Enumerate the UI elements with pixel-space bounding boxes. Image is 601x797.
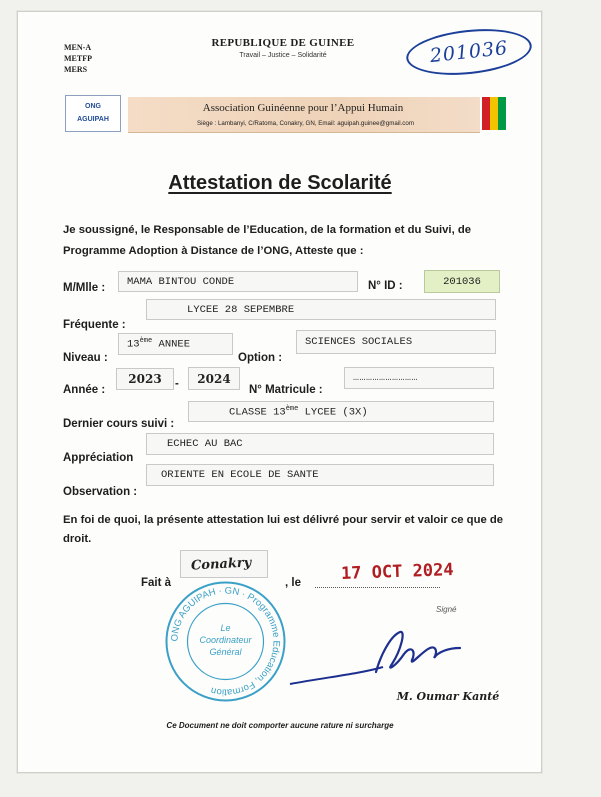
appreciation-field bbox=[146, 433, 494, 455]
association-name: Association Guinéenne pour l’Appui Humain bbox=[202, 102, 404, 114]
seal-center-line3: Général bbox=[209, 647, 242, 657]
annee-separator: - bbox=[175, 378, 179, 390]
frequente-field bbox=[146, 299, 496, 320]
ordinal-suffix: ème bbox=[139, 337, 153, 346]
guinea-flag-icon bbox=[482, 97, 506, 130]
document-title: Attestation de Scolarité bbox=[168, 172, 392, 194]
matricule-field bbox=[344, 367, 494, 389]
seal-ring-path: ONG AGUIPAH · GN · Programme Education, Formation bbox=[169, 585, 282, 698]
attestation-document bbox=[17, 11, 542, 773]
annee-label: Année : bbox=[63, 384, 106, 396]
frequente-label: Fréquente : bbox=[63, 319, 126, 331]
matricule-label: N° Matricule : bbox=[249, 384, 323, 396]
republic-title: REPUBLIQUE DE GUINEE bbox=[211, 37, 355, 49]
option-value: SCIENCES SOCIALES bbox=[305, 336, 413, 348]
date-label: , le bbox=[285, 577, 301, 589]
republic-motto: Travail – Justice – Solidarité bbox=[239, 52, 327, 59]
option-field bbox=[296, 330, 496, 354]
name-label: M/Mlle : bbox=[63, 282, 106, 294]
id-label: N° ID : bbox=[368, 280, 403, 292]
flag-stripe-yellow bbox=[490, 97, 498, 130]
place-value: Conakry bbox=[190, 554, 252, 574]
signatory-name: M. Oumar Kanté bbox=[396, 690, 500, 703]
ong-logo-box bbox=[65, 95, 121, 132]
option-label: Option : bbox=[238, 352, 283, 364]
annee-start-field bbox=[116, 368, 174, 390]
annee-start-value: 2023 bbox=[128, 372, 162, 386]
dernier-cours-label: Dernier cours suivi : bbox=[63, 418, 175, 430]
ministry-line: METFP bbox=[64, 54, 92, 63]
niveau-value: 13ème ANNEE bbox=[127, 337, 191, 351]
place-label: Fait à bbox=[141, 577, 172, 589]
dernier-cours-field bbox=[188, 401, 494, 422]
id-field bbox=[424, 270, 500, 293]
signature-scribble bbox=[288, 622, 468, 692]
name-field bbox=[118, 271, 358, 292]
intro-text: Je soussigné, le Responsable de l’Education, de la formation et du Suivi, de Programme Adoption à Distance de l’ONG, Atteste que : bbox=[63, 224, 472, 257]
flag-stripe-green bbox=[498, 97, 506, 130]
closing-text: En foi de quoi, la présente attestation lui est délivré pour servir et valoir ce que de droit. bbox=[63, 514, 504, 545]
footer-notice: Ce Document ne doit comporter aucune rature ni surcharge bbox=[166, 721, 394, 730]
appreciation-value: ECHEC AU BAC bbox=[167, 438, 243, 450]
observation-label: Observation : bbox=[63, 486, 138, 498]
niveau-field bbox=[118, 333, 233, 355]
reference-number: 201036 bbox=[428, 36, 510, 68]
seal-center-line2: Coordinateur bbox=[199, 635, 252, 645]
matricule-value: ………………………… bbox=[353, 372, 419, 384]
annee-end-field bbox=[188, 367, 240, 390]
association-address: Siège : Lambanyi, C/Ratoma, Conakry, GN, Email: aguipah.guinee@gmail.com bbox=[197, 120, 414, 127]
reference-number-oval bbox=[404, 24, 534, 81]
flag-stripe-red bbox=[482, 97, 490, 130]
id-value: 201036 bbox=[443, 275, 481, 288]
observation-value: ORIENTE EN ECOLE DE SANTE bbox=[161, 469, 319, 481]
place-field bbox=[180, 550, 268, 578]
niveau-label: Niveau : bbox=[63, 352, 108, 364]
frequente-value: LYCEE 28 SEPEMBRE bbox=[187, 303, 295, 316]
seal-center-line1: Le bbox=[220, 623, 231, 633]
dernier-cours-value: CLASSE 13ème LYCEE (3X) bbox=[229, 404, 368, 419]
observation-field bbox=[146, 464, 494, 486]
appreciation-label: Appréciation bbox=[63, 452, 134, 464]
annee-end-value: 2024 bbox=[197, 371, 231, 386]
name-value: MAMA BINTOU CONDE bbox=[127, 275, 235, 288]
ministry-line: MERS bbox=[64, 65, 88, 74]
coordinator-seal bbox=[163, 579, 288, 704]
ministry-line: MEN-A bbox=[64, 43, 92, 52]
date-dotted-line bbox=[315, 587, 440, 588]
ministry-list bbox=[64, 42, 92, 75]
date-stamp: 17 OCT 2024 bbox=[340, 560, 454, 584]
ong-logo-line1: ONG bbox=[85, 103, 101, 110]
ordinal-suffix: ème bbox=[285, 404, 299, 413]
ong-logo-line2: AGUIPAH bbox=[77, 116, 109, 123]
signed-label: Signé bbox=[436, 605, 457, 614]
